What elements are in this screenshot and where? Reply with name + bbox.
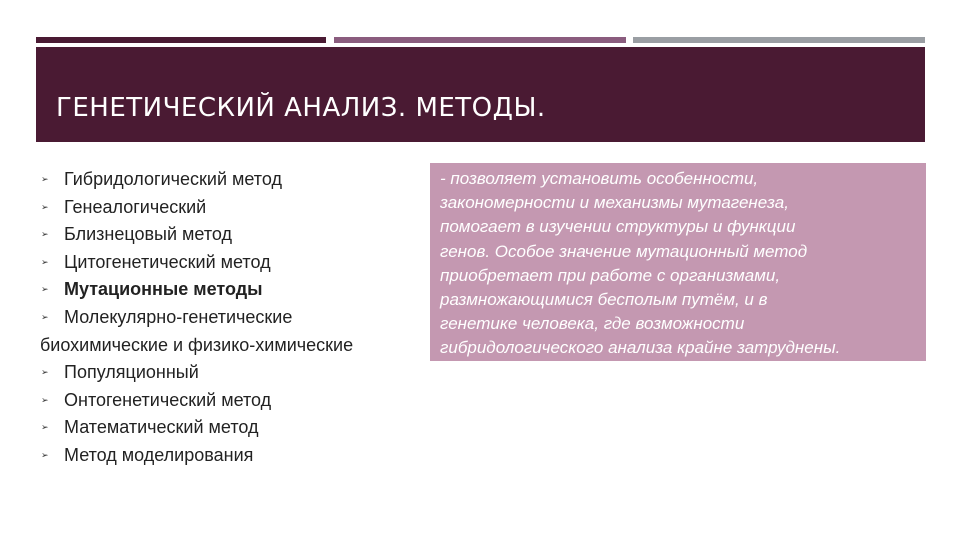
method-item	[36, 194, 416, 222]
methods-list	[36, 166, 416, 470]
method-item	[36, 387, 416, 415]
method-label-continuation: биохимические и физико-химические	[40, 334, 354, 355]
top-stripe-mauve	[334, 37, 626, 43]
method-label: Молекулярно-генетические	[64, 306, 293, 327]
method-item	[36, 304, 416, 332]
method-item	[36, 276, 416, 304]
arrow-bullet-icon: ➢	[41, 394, 49, 405]
method-label: Генеалогический	[64, 196, 207, 217]
arrow-bullet-icon: ➢	[41, 229, 49, 240]
top-stripe-gray	[633, 37, 925, 43]
method-item	[36, 442, 416, 470]
method-label: Цитогенетический метод	[64, 251, 271, 272]
method-label: Популяционный	[64, 362, 199, 383]
description-box	[430, 163, 926, 361]
arrow-bullet-icon: ➢	[41, 201, 49, 212]
arrow-bullet-icon: ➢	[41, 174, 49, 184]
method-item	[36, 221, 416, 249]
method-label: Онтогенетический метод	[64, 389, 272, 410]
method-label: Мутационные методы	[64, 279, 263, 300]
arrow-bullet-icon: ➢	[41, 311, 49, 322]
method-label: Метод моделирования	[64, 444, 254, 465]
arrow-bullet-icon: ➢	[41, 367, 49, 378]
method-label: Близнецовый метод	[64, 224, 232, 245]
method-item	[36, 249, 416, 277]
method-item	[36, 166, 416, 194]
arrow-bullet-icon: ➢	[41, 256, 49, 267]
title-band	[36, 47, 925, 142]
arrow-bullet-icon: ➢	[41, 449, 49, 460]
arrow-bullet-icon: ➢	[41, 284, 49, 295]
method-label: Математический метод	[64, 417, 259, 438]
slide-title: ГЕНЕТИЧЕСКИЙ АНАЛИЗ. МЕТОДЫ.	[56, 93, 546, 123]
method-item	[36, 359, 416, 387]
arrow-bullet-icon: ➢	[41, 422, 49, 433]
method-item	[36, 414, 416, 442]
top-stripe-dark	[36, 37, 326, 43]
method-label: Гибридологический метод	[64, 169, 282, 189]
description-text: - позволяет установить особенности, закономерности и механизмы мутагенеза, помогает в изучении структуры и функции генов. Особое значение мутационный метод приобретает при работе с организмами, размножающимися бесполым путём, и в генетике человека, где возможности гибридологического анализа крайне затруднены.	[440, 169, 841, 358]
